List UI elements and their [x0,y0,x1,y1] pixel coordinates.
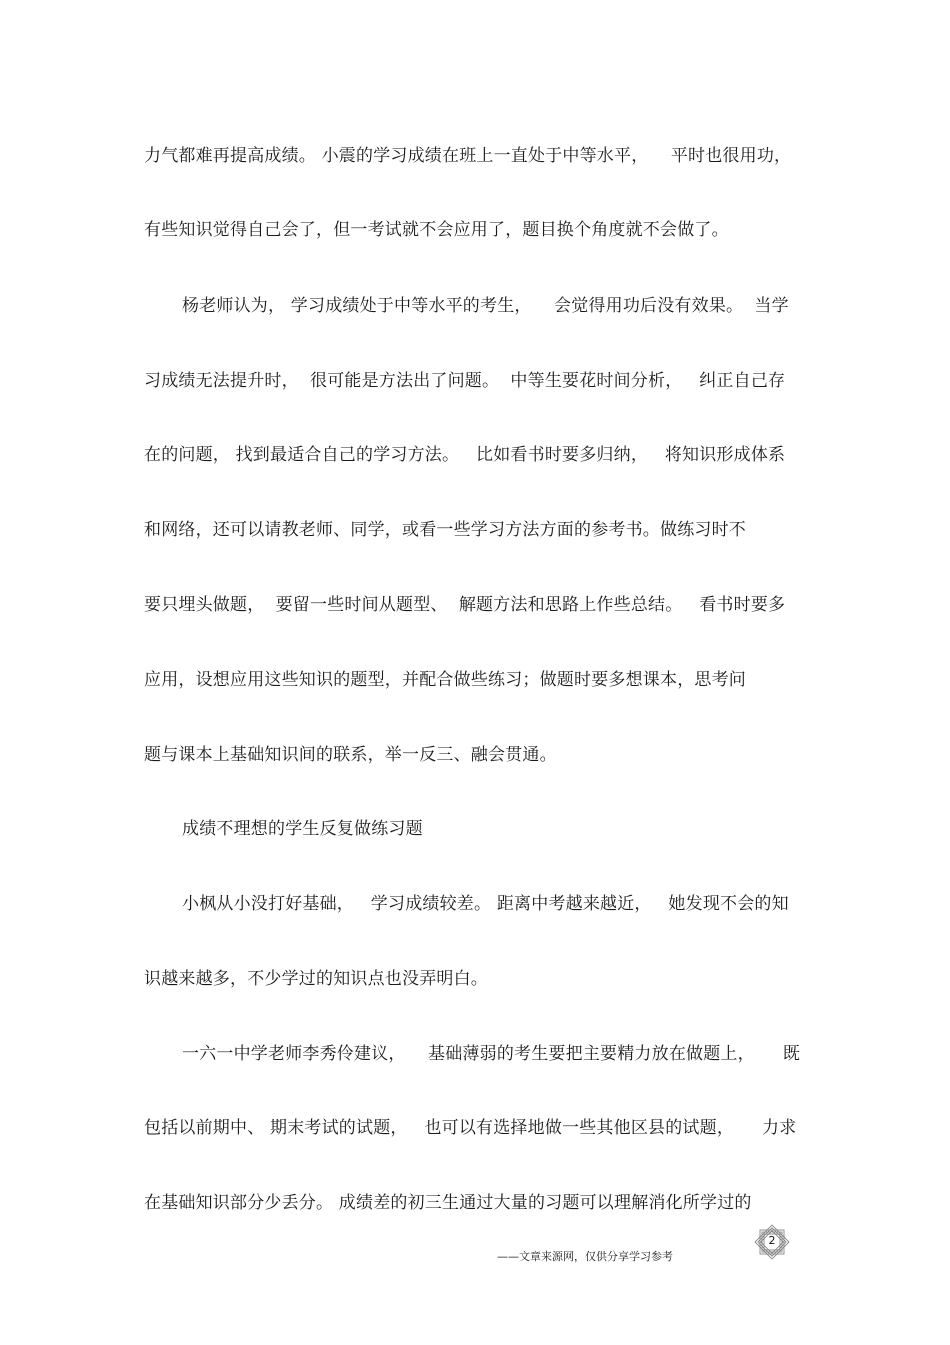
paragraph-line: 杨老师认为， 学习成绩处于中等水平的考生， 会觉得用功后没有效果。 当学 [182,296,789,316]
paragraph-line: 小枫从小没打好基础， 学习成绩较差。 距离中考越来越近， 她发现不会的知 [182,894,789,914]
paragraph-line: 和网络，还可以请教老师、同学，或看一些学习方法方面的参考书。做练习时不 [144,520,746,540]
paragraph-line: 习成绩无法提升时， 很可能是方法出了问题。 中等生要花时间分析， 纠正自己存 [144,371,786,391]
section-heading: 成绩不理想的学生反复做练习题 [182,819,423,839]
paragraph-line: 包括以前期中、 期末考试的试题， 也可以有选择地做一些其他区县的试题， 力求 [144,1118,797,1138]
paragraph-line: 力气都难再提高成绩。 小震的学习成绩在班上一直处于中等水平， 平时也很用功， [144,146,792,166]
paragraph-line: 识越来越多，不少学过的知识点也没弄明白。 [144,969,488,989]
paragraph-line: 在的问题， 找到最适合自己的学习方法。 比如看书时要多归纳， 将知识形成体系 [144,445,786,465]
paragraph-line: 题与课本上基础知识间的联系，举一反三、融会贯通。 [144,745,557,765]
paragraph-line: 一六一中学老师李秀伶建议， 基础薄弱的考生要把主要精力放在做题上， 既 [182,1044,801,1064]
paragraph-line: 要只埋头做题， 要留一些时间从题型、 解题方法和思路上作些总结。 看书时要多 [144,595,786,615]
page-number: 2 [768,1234,776,1247]
paragraph-line: 应用，设想应用这些知识的题型，并配合做些练习；做题时要多想课本，思考问 [144,670,746,690]
paragraph-line: 在基础知识部分少丢分。 成绩差的初三生通过大量的习题可以理解消化所学过的 [144,1193,752,1213]
footer-source-note: ——文章来源网，仅供分享学习参考 [497,1250,673,1263]
paragraph-line: 有些知识觉得自己会了，但一考试就不会应用了，题目换个角度就不会做了。 [144,220,729,240]
page-number-badge [749,1222,795,1262]
